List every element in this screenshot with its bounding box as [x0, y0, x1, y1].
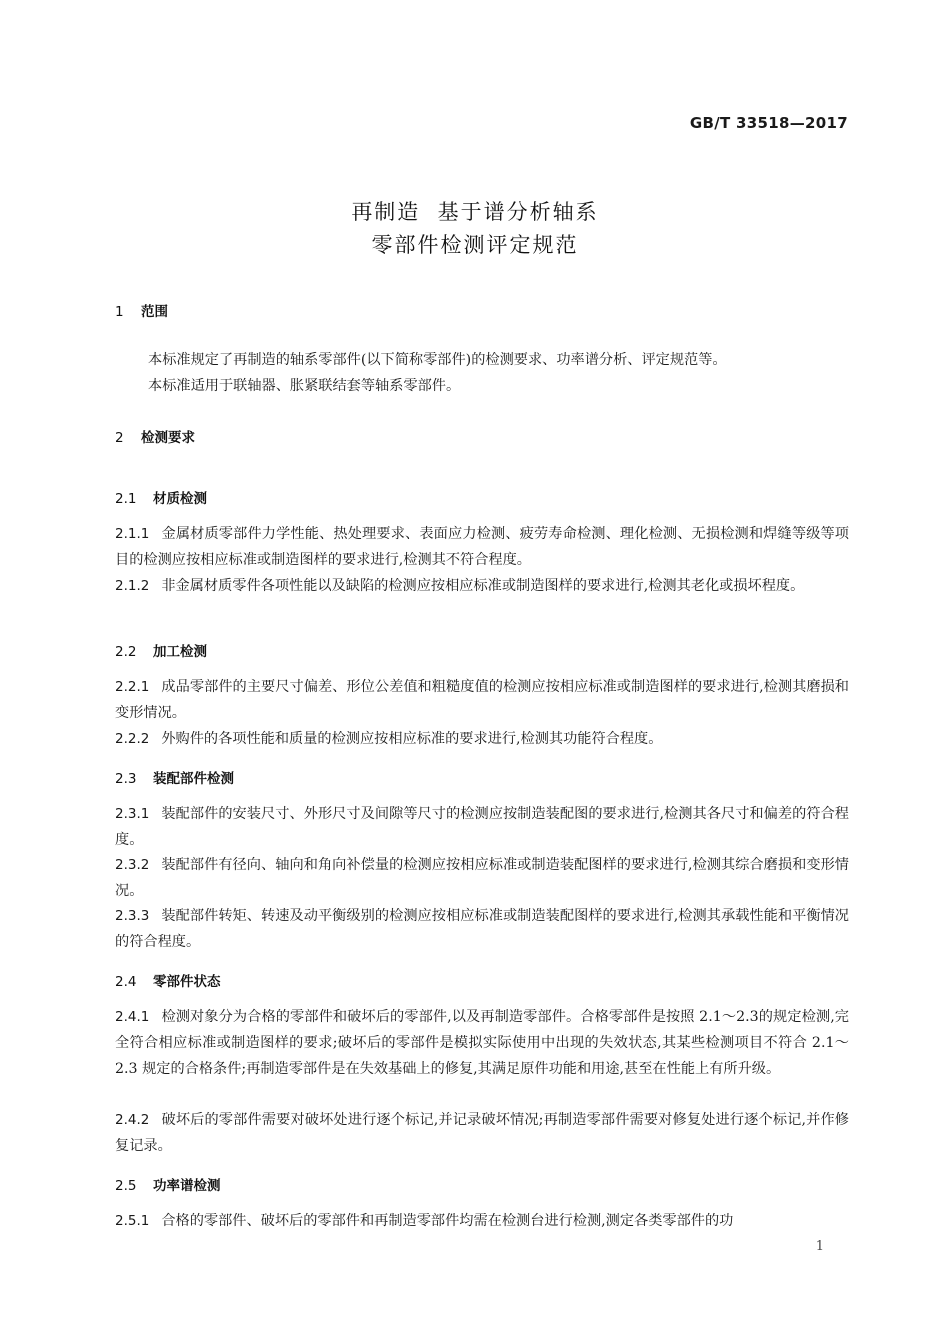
clause-text: 成品零部件的主要尺寸偏差、形位公差值和粗糙度值的检测应按相应标准或制造图样的要求进行,检测其磨损和变形情况。	[115, 679, 849, 721]
section-heading-1	[115, 300, 168, 320]
paragraph-scope-1: 本标准规定了再制造的轴系零部件(以下简称零部件)的检测要求、功率谱分析、评定规范等。	[148, 352, 727, 368]
document-title-line-2: 零部件检测评定规范	[371, 233, 579, 257]
clause-text: 装配部件的安装尺寸、外形尺寸及间隙等尺寸的检测应按制造装配图的要求进行,检测其各尺寸和偏差的符合程度。	[115, 806, 849, 848]
clause-text: 非金属材质零件各项性能以及缺陷的检测应按相应标准或制造图样的要求进行,检测其老化或损坏程度。	[161, 578, 805, 594]
subsection-number: 2.2	[115, 644, 137, 660]
clause-text: 外购件的各项性能和质量的检测应按相应标准的要求进行,检测其功能符合程度。	[161, 731, 663, 747]
subsection-title: 装配部件检测	[153, 771, 234, 787]
section-heading-2	[115, 426, 195, 446]
clause-2-4-2	[115, 1107, 849, 1159]
clause-text: 装配部件有径向、轴向和角向补偿量的检测应按相应标准或制造装配图样的要求进行,检测其综合磨损和变形情况。	[115, 857, 849, 899]
subsection-number: 2.5	[115, 1178, 137, 1194]
clause-2-5-1	[115, 1208, 849, 1234]
standard-code: GB/T 33518—2017	[689, 114, 848, 132]
paragraph-scope-2: 本标准适用于联轴器、胀紧联结套等轴系零部件。	[148, 378, 461, 394]
clause-number: 2.4.1	[115, 1009, 150, 1025]
section-title: 检测要求	[141, 430, 195, 446]
clause-text: 破坏后的零部件需要对破坏处进行逐个标记,并记录破坏情况;再制造零部件需要对修复处进行逐个标记,并作修复记录。	[115, 1112, 849, 1154]
clause-text: 装配部件转矩、转速及动平衡级别的检测应按相应标准或制造装配图样的要求进行,检测其承载性能和平衡情况的符合程度。	[115, 908, 849, 950]
clause-number: 2.3.3	[115, 908, 150, 924]
clause-text: 检测对象分为合格的零部件和破坏后的零部件,以及再制造零部件。合格零部件是按照 2.1～2.3的规定检测,完全符合相应标准或制造图样的要求;破坏后的零部件是模拟实际使用中出现的失效状态,其某些检测项目不符合 2.1～2.3 规定的合格条件;再制造零部件是在失效基础上的修复,其满足原件功能和用途,甚至在性能上有所升级。	[115, 1009, 849, 1077]
clause-text: 金属材质零部件力学性能、热处理要求、表面应力检测、疲劳寿命检测、理化检测、无损检测和焊缝等级等项目的检测应按相应标准或制造图样的要求进行,检测其不符合程度。	[115, 526, 849, 568]
clause-number: 2.5.1	[115, 1213, 150, 1229]
subsection-heading-2-2	[115, 640, 207, 660]
subsection-heading-2-5	[115, 1174, 221, 1194]
subsection-heading-2-1	[115, 487, 207, 507]
subsection-title: 功率谱检测	[153, 1178, 221, 1194]
section-number: 1	[115, 304, 124, 320]
subsection-heading-2-4	[115, 970, 221, 990]
clause-2-3-3	[115, 903, 849, 955]
clause-number: 2.2.1	[115, 679, 150, 695]
subsection-number: 2.3	[115, 771, 137, 787]
clause-number: 2.3.1	[115, 806, 150, 822]
clause-2-4-1	[115, 1004, 849, 1082]
clause-text: 合格的零部件、破坏后的零部件和再制造零部件均需在检测台进行检测,测定各类零部件的功	[161, 1213, 734, 1229]
clause-2-3-2	[115, 852, 849, 904]
subsection-title: 零部件状态	[153, 974, 221, 990]
clause-number: 2.4.2	[115, 1112, 150, 1128]
subsection-number: 2.1	[115, 491, 137, 507]
section-number: 2	[115, 430, 124, 446]
clause-number: 2.1.1	[115, 526, 150, 542]
subsection-title: 材质检测	[153, 491, 207, 507]
clause-number: 2.2.2	[115, 731, 150, 747]
subsection-heading-2-3	[115, 767, 234, 787]
clause-2-2-2	[115, 726, 849, 752]
page-number: 1	[815, 1239, 824, 1254]
subsection-title: 加工检测	[153, 644, 207, 660]
clause-number: 2.1.2	[115, 578, 150, 594]
section-title: 范围	[141, 304, 168, 320]
document-title-line-1: 再制造 基于谱分析轴系	[351, 200, 599, 224]
clause-number: 2.3.2	[115, 857, 150, 873]
clause-2-2-1	[115, 674, 849, 726]
clause-2-3-1	[115, 801, 849, 853]
clause-2-1-2	[115, 573, 849, 599]
subsection-number: 2.4	[115, 974, 137, 990]
clause-2-1-1	[115, 521, 849, 573]
